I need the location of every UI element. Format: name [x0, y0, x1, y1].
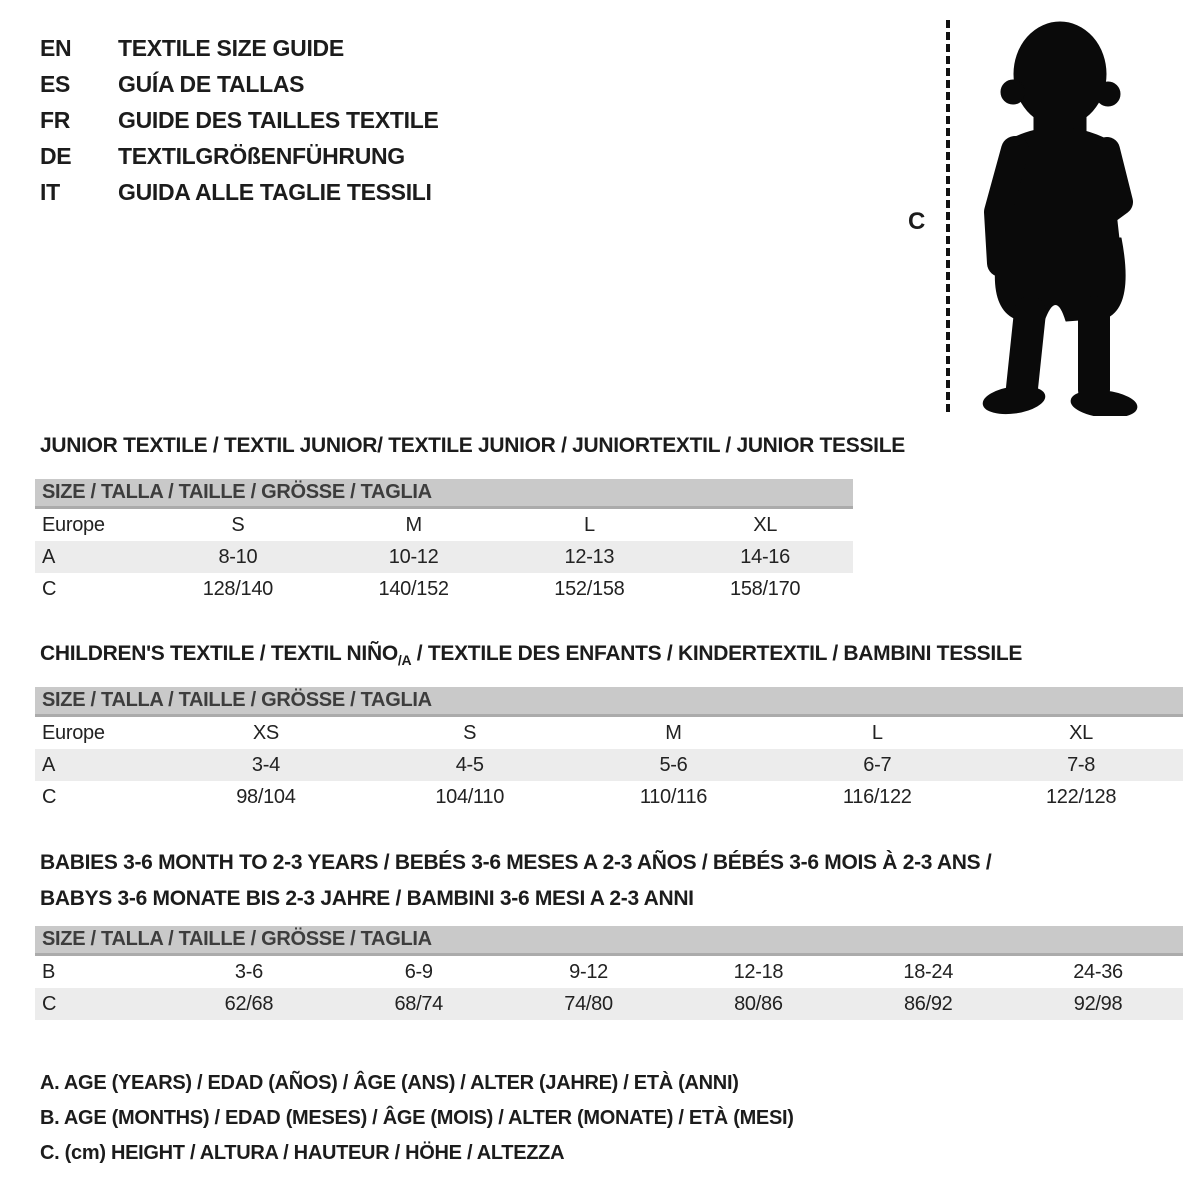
value-cell: 158/170	[730, 578, 801, 600]
language-code: IT	[40, 179, 60, 205]
height-dashed-line	[946, 20, 950, 412]
size-column-header: S	[463, 722, 477, 744]
value-cell: 128/140	[202, 578, 273, 600]
size-column-header: L	[871, 722, 883, 744]
row-label-cell: C	[42, 786, 57, 808]
footnote-b: B. AGE (MONTHS) / EDAD (MESES) / ÂGE (MOIS) / ALTER (MONATE) / ETÀ (MESI)	[40, 1107, 794, 1129]
height-marker-label: C	[908, 208, 926, 235]
row-label-cell: C	[42, 993, 57, 1015]
language-row-en	[40, 30, 439, 66]
value-cell: 74/80	[564, 993, 613, 1015]
table-row	[35, 956, 1183, 988]
region-label-cell: Europe	[42, 722, 105, 744]
value-cell: 10-12	[388, 546, 439, 568]
value-cell: 68/74	[394, 993, 444, 1015]
section-title-text: / TEXTILE DES ENFANTS / KINDERTEXTIL / BAMBINI TESSILE	[411, 642, 1023, 665]
size-header-bar: SIZE / TALLA / TAILLE / GRÖSSE / TAGLIA	[35, 479, 853, 509]
toddler-silhouette-icon	[968, 16, 1158, 416]
table-row	[35, 988, 1183, 1020]
value-cell: 104/110	[435, 786, 505, 808]
value-cell: 8-10	[218, 546, 258, 568]
babies-title-line1: BABIES 3-6 MONTH TO 2-3 YEARS / BEBÉS 3-6 MESES A 2-3 AÑOS / BÉBÉS 3-6 MOIS À 2-3 ANS /	[40, 851, 992, 874]
size-header-bar: SIZE / TALLA / TAILLE / GRÖSSE / TAGLIA	[35, 926, 1183, 956]
value-cell: 7-8	[1067, 754, 1096, 776]
table-header-row	[35, 717, 1183, 749]
language-row-fr	[40, 102, 439, 138]
value-cell: 80/86	[734, 993, 783, 1015]
language-row-de	[40, 138, 439, 174]
guide-title: TEXTILGRÖßENFÜHRUNG	[118, 143, 405, 169]
row-label-cell: C	[42, 578, 57, 600]
guide-title: TEXTILE SIZE GUIDE	[118, 35, 344, 61]
value-cell: 110/116	[639, 786, 708, 808]
value-cell: 5-6	[659, 754, 688, 776]
value-cell: 116/122	[842, 786, 912, 808]
language-row-it	[40, 174, 439, 210]
size-column-header: M	[665, 722, 682, 744]
size-column-header: XL	[753, 514, 778, 536]
guide-title: GUIDA ALLE TAGLIE TESSILI	[118, 179, 432, 205]
row-label-cell: A	[42, 546, 56, 568]
section-title-babies	[40, 845, 991, 917]
footnote-c: C. (cm) HEIGHT / ALTURA / HAUTEUR / HÖHE / ALTEZZA	[40, 1142, 565, 1164]
language-code: EN	[40, 35, 72, 61]
value-cell: 12-13	[564, 546, 615, 568]
value-cell: 92/98	[1073, 993, 1123, 1015]
value-cell: 6-7	[863, 754, 892, 776]
value-cell: 6-9	[404, 961, 433, 983]
value-cell: 18-24	[903, 961, 954, 983]
babies-size-table	[35, 926, 1183, 1020]
language-code: ES	[40, 71, 71, 97]
value-cell: 152/158	[554, 578, 625, 600]
footnote-legend	[40, 1066, 794, 1171]
value-cell: 62/68	[224, 993, 274, 1015]
value-cell: 140/152	[378, 578, 449, 600]
value-cell: 3-6	[234, 961, 263, 983]
value-cell: 98/104	[236, 786, 296, 808]
row-label-cell: B	[42, 961, 56, 983]
section-title-children	[40, 642, 1022, 668]
nino-a-subscript: /A	[397, 652, 412, 669]
size-column-header: XS	[252, 722, 279, 744]
table-row	[35, 573, 853, 605]
value-cell: 122/128	[1045, 786, 1117, 808]
table-row	[35, 541, 853, 573]
value-cell: 9-12	[569, 961, 608, 983]
value-cell: 4-5	[455, 754, 484, 776]
guide-title: GUIDE DES TAILLES TEXTILE	[118, 107, 439, 133]
value-cell: 3-4	[251, 754, 280, 776]
value-cell: 12-18	[733, 961, 784, 983]
size-column-header: M	[405, 514, 422, 536]
table-row	[35, 749, 1183, 781]
junior-size-table	[35, 479, 853, 605]
language-code: DE	[40, 143, 72, 169]
footnote-a: A. AGE (YEARS) / EDAD (AÑOS) / ÂGE (ANS) / ALTER (JAHRE) / ETÀ (ANNI)	[40, 1072, 739, 1094]
value-cell: 24-36	[1073, 961, 1123, 983]
section-title-junior: JUNIOR TEXTILE / TEXTIL JUNIOR/ TEXTILE JUNIOR / JUNIORTEXTIL / JUNIOR TESSILE	[40, 434, 905, 457]
size-column-header: L	[583, 514, 595, 536]
region-label-cell: Europe	[42, 514, 105, 536]
table-row	[35, 781, 1183, 813]
value-cell: 14-16	[740, 546, 790, 568]
children-size-table	[35, 687, 1183, 813]
size-column-header: XL	[1069, 722, 1094, 744]
value-cell: 86/92	[903, 993, 953, 1015]
size-column-header: S	[231, 514, 245, 536]
size-header-bar: SIZE / TALLA / TAILLE / GRÖSSE / TAGLIA	[35, 687, 1183, 717]
section-title-text: CHILDREN'S TEXTILE / TEXTIL NIÑO	[40, 642, 398, 665]
language-row-es	[40, 66, 439, 102]
language-code: FR	[40, 107, 71, 133]
guide-title: GUÍA DE TALLAS	[118, 71, 305, 97]
row-label-cell: A	[42, 754, 56, 776]
babies-title-line2: BABYS 3-6 MONATE BIS 2-3 JAHRE / BAMBINI 3-6 MESI A 2-3 ANNI	[40, 887, 694, 910]
table-header-row	[35, 509, 853, 541]
language-title-list	[40, 30, 439, 210]
